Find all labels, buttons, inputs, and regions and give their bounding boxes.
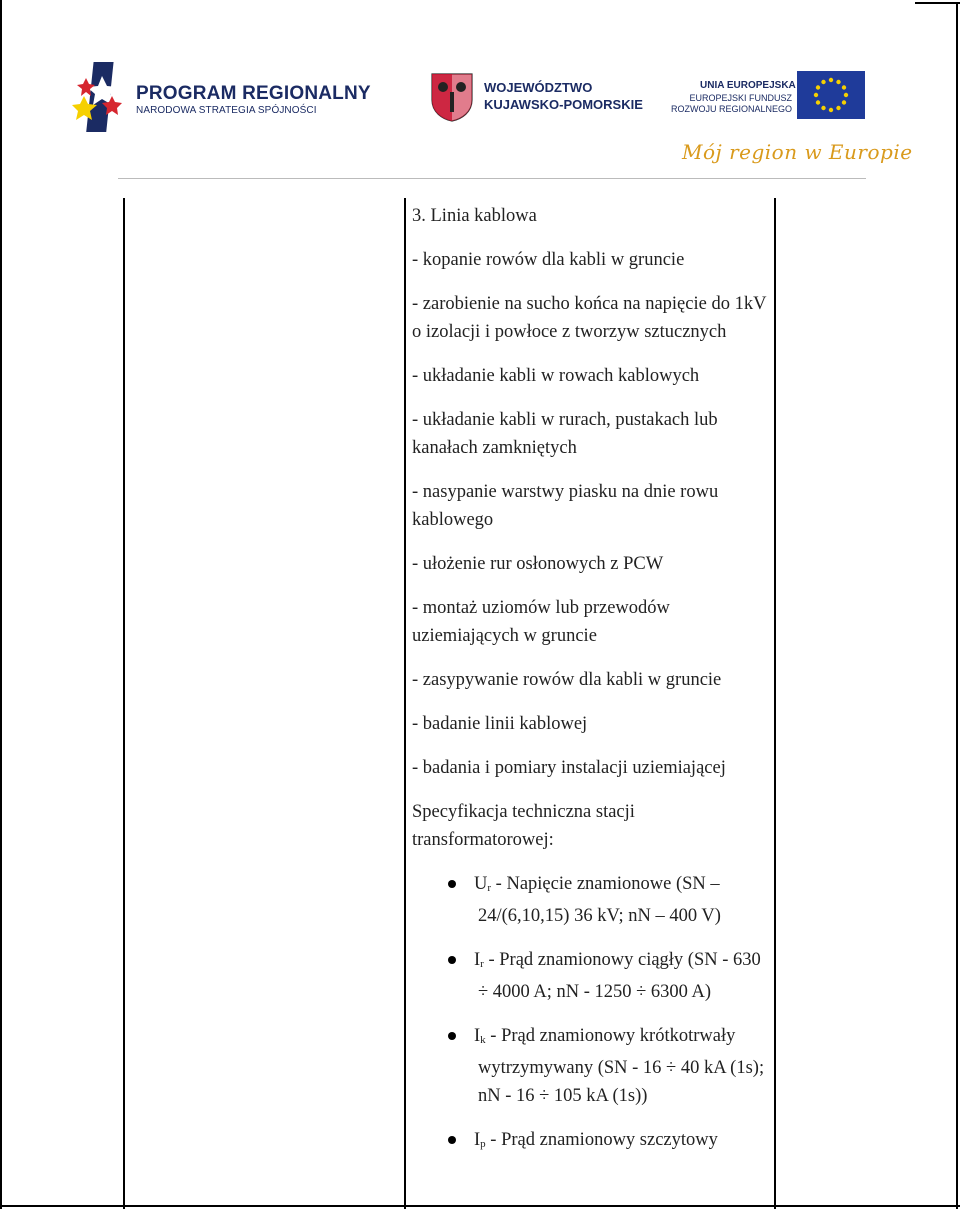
voivodeship-name-line2: KUJAWSKO-POMORSKIE [484, 97, 643, 112]
list-item: - zarobienie na sucho końca na napięcie do 1kV o izolacji i powłoce z tworzyw sztucznych [412, 294, 767, 342]
bullet-icon [448, 1136, 456, 1144]
eu-flag-icon [797, 71, 865, 119]
header-divider [118, 178, 866, 179]
voivodeship-crest-icon [430, 72, 474, 122]
eu-fund-line2: ROZWOJU REGIONALNEGO [670, 104, 792, 114]
list-item: - kopanie rowów dla kabli w gruncie [412, 250, 685, 270]
bullet-icon [448, 880, 456, 888]
table-cell-content [412, 202, 772, 1158]
section-title: 3. Linia kablowa [412, 206, 537, 226]
list-item: - układanie kabli w rowach kablowych [412, 366, 700, 386]
bullet-icon [448, 956, 456, 964]
document-header [0, 0, 960, 190]
voivodeship-name-line1: WOJEWÓDZTWO [484, 80, 593, 95]
table-column-line-1 [123, 198, 125, 1209]
spec-bullet: $I_k$ - Prąd znamionowy krótkotrwały wytrzymywany (SN - 16 ÷ 40 kA (1s); nN - 16 ÷ 105 kA (1s)) [412, 1022, 772, 1110]
spec-bullet: $I_p$ - Prąd znamionowy szczytowy [412, 1126, 772, 1158]
table-column-line-3 [774, 198, 776, 1209]
eu-fund-line1: EUROPEJSKI FUNDUSZ [689, 93, 792, 103]
slogan: Mój region w Europie [682, 140, 913, 164]
eu-label: UNIA EUROPEJSKA [700, 80, 796, 91]
list-item: - montaż uziomów lub przewodów uziemiających w gruncie [412, 598, 670, 646]
spec-heading: Specyfikacja techniczna stacji transformatorowej: [412, 802, 635, 850]
list-item: - badania i pomiary instalacji uziemiającej [412, 758, 726, 778]
list-item: - zasypywanie rowów dla kabli w gruncie [412, 670, 722, 690]
page-border-bottom [0, 1205, 960, 1207]
spec-list [412, 870, 772, 1158]
list-item: - układanie kabli w rurach, pustakach lub kanałach zamkniętych [412, 410, 718, 458]
list-item: - badanie linii kablowej [412, 714, 588, 734]
program-subtitle: NARODOWA STRATEGIA SPÓJNOŚCI [136, 105, 317, 116]
list-item: - nasypanie warstwy piasku na dnie rowu kablowego [412, 482, 719, 530]
table-column-line-2 [404, 198, 406, 1209]
bullet-icon [448, 1032, 456, 1040]
spec-bullet: $U_r$ - Napięcie znamionowe (SN – 24/(6,10,15) 36 kV; nN – 400 V) [412, 870, 772, 930]
program-regionalny-star-icon [72, 58, 134, 136]
list-item: - ułożenie rur osłonowych z PCW [412, 554, 664, 574]
spec-bullet: $I_r$ - Prąd znamionowy ciągły (SN - 630 ÷ 4000 A; nN - 1250 ÷ 6300 A) [412, 946, 772, 1006]
program-title: PROGRAM REGIONALNY [136, 83, 371, 104]
